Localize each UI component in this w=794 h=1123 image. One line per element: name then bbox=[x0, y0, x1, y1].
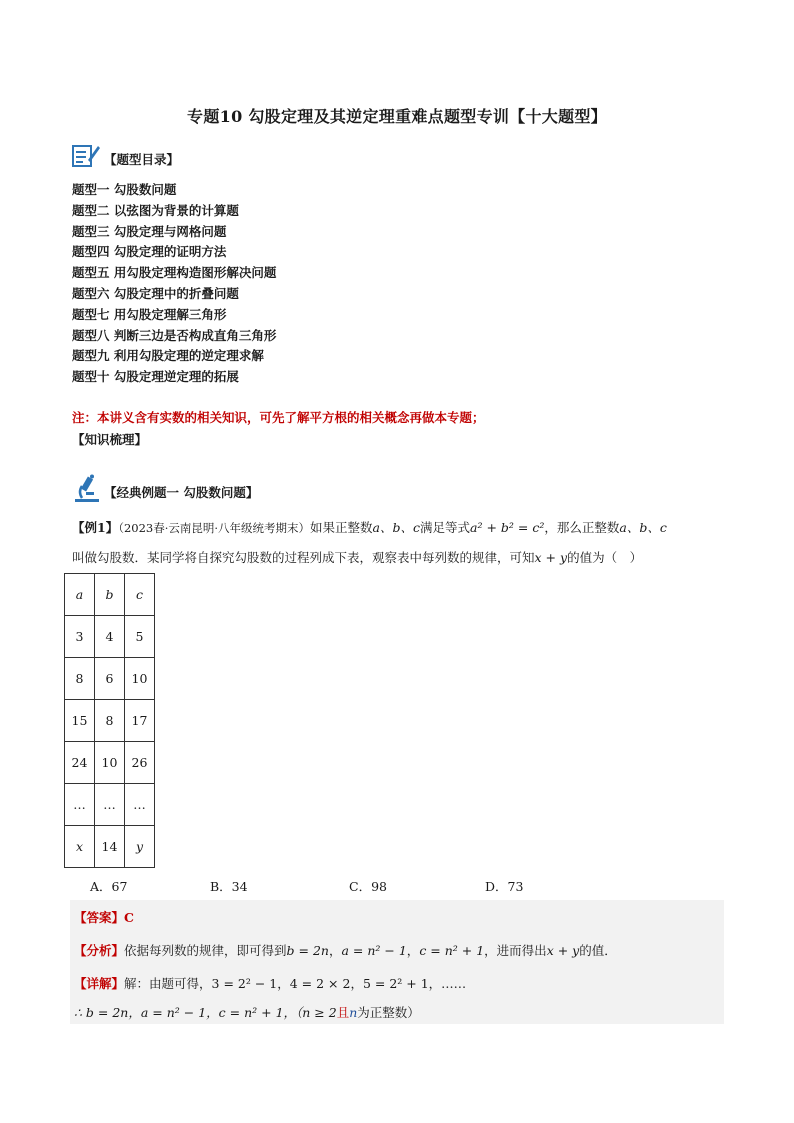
choice-b[interactable]: B．34 bbox=[210, 879, 248, 894]
table-row bbox=[65, 742, 155, 784]
table-cell: y bbox=[125, 826, 155, 868]
table-cell: 26 bbox=[125, 742, 155, 784]
toc-item: 题型九 利用勾股定理的逆定理求解 bbox=[72, 348, 264, 364]
example-text: 如果正整数 bbox=[310, 520, 373, 535]
table-cell: 8 bbox=[65, 658, 95, 700]
table-header-cell: c bbox=[125, 574, 155, 616]
analysis-label: 【分析】 bbox=[74, 943, 125, 958]
toc-item: 题型五 用勾股定理构造图形解决问题 bbox=[72, 265, 277, 281]
analysis-math: a = n² − 1 bbox=[341, 943, 407, 958]
table-cell: 10 bbox=[95, 742, 125, 784]
toc-section-header bbox=[72, 142, 100, 172]
detail-text: 为正整数） bbox=[357, 1005, 420, 1020]
analysis-text: 的值． bbox=[579, 943, 617, 958]
example-section-header bbox=[72, 474, 102, 508]
table-cell: 14 bbox=[95, 826, 125, 868]
table-cell: 15 bbox=[65, 700, 95, 742]
toc-header: 【题型目录】 bbox=[104, 152, 180, 167]
toc-item: 题型一 勾股数问题 bbox=[72, 182, 177, 197]
detail-text: 且 bbox=[336, 1005, 350, 1020]
analysis-math: c = n² + 1 bbox=[419, 943, 485, 958]
note-text: 注：本讲义含有实数的相关知识，可先了解平方根的相关概念再做本专题； bbox=[72, 410, 485, 425]
table-row bbox=[65, 826, 155, 868]
detail-math: n ≥ 2 bbox=[302, 1005, 337, 1020]
example-line-2 bbox=[72, 548, 642, 566]
detail-label: 【详解】 bbox=[74, 976, 125, 991]
example-line-1 bbox=[72, 518, 667, 536]
example-vars: a、b、c bbox=[372, 520, 421, 535]
table-cell: 17 bbox=[125, 700, 155, 742]
detail-text: 解：由题可得， bbox=[124, 976, 212, 991]
analysis-text: ，进而得出 bbox=[484, 943, 547, 958]
example-text: 叫做勾股数．某同学将自探究勾股数的过程列成下表，观察表中每列数的规律，可知 bbox=[72, 550, 535, 565]
table-cell: 4 bbox=[95, 616, 125, 658]
table-cell: 10 bbox=[125, 658, 155, 700]
detail-row-2 bbox=[74, 1003, 420, 1021]
table-row bbox=[65, 658, 155, 700]
toc-list bbox=[72, 180, 276, 388]
toc-item: 题型十 勾股定理逆定理的拓展 bbox=[72, 369, 239, 385]
table-cell: 5 bbox=[125, 616, 155, 658]
table-cell: x bbox=[65, 826, 95, 868]
table-cell: 8 bbox=[95, 700, 125, 742]
table-row bbox=[65, 700, 155, 742]
table-cell: … bbox=[95, 784, 125, 826]
toc-item: 题型二 以弦图为背景的计算题 bbox=[72, 202, 239, 218]
table-cell: … bbox=[65, 784, 95, 826]
example-text: 的值为（ ） bbox=[567, 550, 643, 565]
analysis-math: b = 2n bbox=[286, 943, 329, 958]
analysis-row bbox=[74, 941, 617, 959]
example-tag: 【例1】 bbox=[72, 520, 119, 535]
detail-math: ∴ b = 2n，a = n² − 1，c = n² + 1，（ bbox=[74, 1005, 303, 1020]
toc-item: 题型三 勾股定理与网格问题 bbox=[72, 223, 227, 239]
microscope-icon bbox=[72, 474, 102, 504]
answer-label: 【答案】 bbox=[74, 910, 125, 925]
answer-value: C bbox=[124, 910, 134, 925]
table-header-cell: b bbox=[95, 574, 125, 616]
choice-a[interactable]: A．67 bbox=[90, 879, 128, 894]
knowledge-header: 【知识梳理】 bbox=[72, 432, 148, 447]
table-row bbox=[65, 616, 155, 658]
table-cell: 24 bbox=[65, 742, 95, 784]
analysis-text: 依据每列数的规律，即可得到 bbox=[124, 943, 287, 958]
choice-c[interactable]: C．98 bbox=[349, 879, 387, 894]
detail-row bbox=[74, 974, 466, 992]
table-cell: 3 bbox=[65, 616, 95, 658]
example-text: 满足等式 bbox=[420, 520, 471, 535]
pythagorean-table bbox=[64, 573, 155, 868]
analysis-text: ， bbox=[328, 943, 342, 958]
choice-d[interactable]: D．73 bbox=[485, 879, 524, 894]
example-header: 【经典例题一 勾股数问题】 bbox=[104, 485, 259, 500]
table-header-cell: a bbox=[65, 574, 95, 616]
detail-math: n bbox=[349, 1005, 358, 1020]
toc-item: 题型六 勾股定理中的折叠问题 bbox=[72, 285, 239, 301]
table-header-row bbox=[65, 574, 155, 616]
toc-item: 题型四 勾股定理的证明方法 bbox=[72, 244, 227, 260]
answer-row bbox=[74, 908, 134, 926]
toc-item: 题型七 用勾股定理解三角形 bbox=[72, 306, 227, 322]
toc-item: 题型八 判断三边是否构成直角三角形 bbox=[72, 327, 277, 343]
example-text: ，那么正整数 bbox=[544, 520, 620, 535]
table-cell: 6 bbox=[95, 658, 125, 700]
analysis-text: ， bbox=[406, 943, 420, 958]
example-equation: a² + b² = c² bbox=[470, 520, 545, 535]
example-vars: a、b、c bbox=[619, 520, 667, 535]
analysis-math: x + y bbox=[546, 943, 580, 958]
table-row bbox=[65, 784, 155, 826]
notepad-pen-icon bbox=[72, 142, 100, 168]
table-cell: … bbox=[125, 784, 155, 826]
page-title: 专题10 勾股定理及其逆定理重难点题型专训【十大题型】 bbox=[187, 107, 607, 126]
example-expression: x + y bbox=[534, 550, 568, 565]
detail-math: 3 = 2² − 1，4 = 2 × 2，5 = 2² + 1，…… bbox=[211, 976, 467, 991]
example-source: （2023春·云南昆明·八年级统考期末） bbox=[118, 521, 311, 535]
